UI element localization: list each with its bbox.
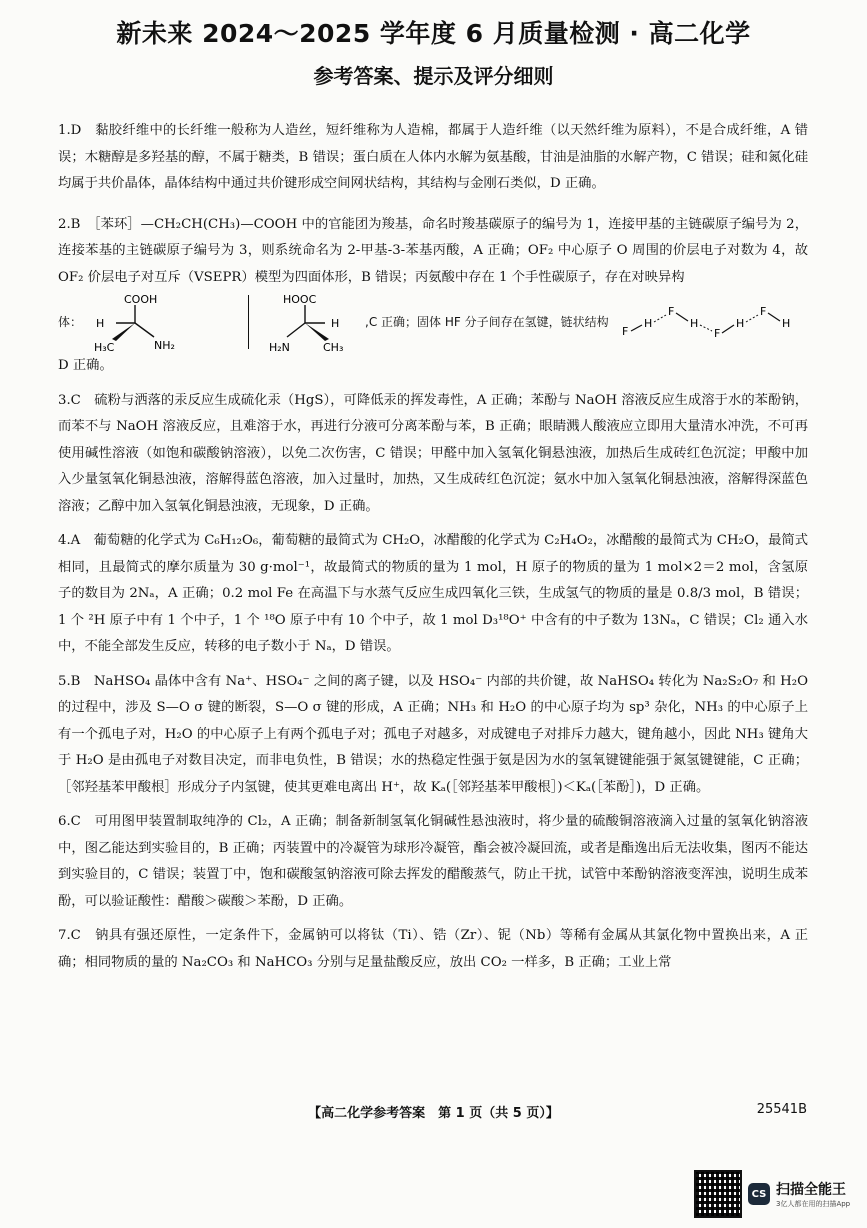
alanine-structure-right (257, 291, 357, 353)
answer-text: D 正确。 (58, 358, 113, 373)
answer-text: 7.C 钠具有强还原性，一定条件下，金属钠可以将钛（Ti）、锆（Zr）、铌（Nb）等稀有金属从其氯化物中置换出来，A 正确；相同物质的量的 Na₂CO₃ 和 NaHCO₃ 分别与足量盐酸反应，放出 CO₂ 一样多，B 正确；工业上常 (58, 928, 808, 970)
answer-text: 3.C 硫粉与洒落的汞反应生成硫化汞（HgS），可降低汞的挥发毒性，A 正确；苯酚与 NaOH 溶液反应生成溶于水的苯酚钠，而苯不与 NaOH 溶液反应，且难溶于水，再进行分液可分离苯酚与苯，B 正确；眼睛溅人酸液应立即用大量清水冲洗，不可再使用碱性溶液（如饱和碳酸钠溶液），以免二次伤害，C 错误；甲醛中加入氢氧化铜悬浊液，加热后生成砖红色沉淀；甲酸中加入少量氢氧化铜悬浊液，溶解得蓝色溶液，加入过量时，加热，又生成砖红色沉淀；氨水中加入氢氧化铜悬浊液，溶解得深蓝色溶液；乙醇中加入氢氧化铜悬浊液，无现象，D 正确。 (58, 392, 808, 514)
footer-page-label: 【高二化学参考答案 第 1 页（共 5 页）】 (308, 1106, 559, 1121)
cooh-label: COOH (124, 293, 158, 306)
enantiomer-figure (58, 291, 808, 353)
answer-item-5 (58, 669, 808, 802)
answer-text: 5.B NaHSO₄ 晶体中含有 Na⁺、HSO₄⁻ 之间的离子键，以及 HSO₄⁻ 内部的共价键，故 NaHSO₄ 转化为 Na₂S₂O₇ 和 H₂O 的过程中，涉及 S—O σ 键的断裂，S—O σ 键的形成，A 正确；NH₃ 和 H₂O 的中心原子均为 sp³ 杂化，NH₃ 的中心原子上有一个孤电子对，H₂O 的中心原子上有两个孤电子对；孤电子对越多，对成键电子对排斥力越大，键角越小，因此 NH₃ 键角大于 H₂O 是由孤电子对数目决定，而非电负性，B 错误；水的热稳定性强于氨是因为水的氢氧键键能强于氮氢键键能，C 正确；［邻羟基苯甲酸根］形成分子内氢键，使其更难电离出 H⁺，故 Kₐ(［邻羟基苯甲酸根］)＜Kₐ(［苯酚］)，D 正确。 (58, 673, 808, 795)
answer-item-1 (58, 118, 808, 198)
answer-text: 1.D 黏胶纤维中的长纤维一般称为人造丝，短纤维称为人造棉，都属于人造纤维（以天然纤维为原料），不是合成纤维，A 错误；木糖醇是多羟基的醇，不属于糖类，B 错误；蛋白质在人体内水解为氨基酸，甘油是油脂的水解产物，C 错误；硅和氮化硅均属于共价晶体，晶体结构中通过共价键形成空间网状结构，其结构与金刚石类似，D 正确。 (58, 123, 808, 191)
figure-prefix: 体： (58, 314, 83, 329)
svg-text:H: H (690, 317, 699, 330)
h-label: H (96, 317, 105, 330)
answer-item-2 (58, 212, 808, 380)
ch3-label: CH₃ (323, 341, 344, 353)
page-subtitle: 参考答案、提示及评分细则 (313, 64, 554, 88)
svg-text:H: H (736, 317, 745, 330)
qr-code-icon (694, 1170, 742, 1218)
hf-chain-structure (618, 291, 808, 353)
answer-item-7 (58, 923, 808, 976)
svg-text:H: H (782, 317, 791, 330)
svg-text:F: F (760, 305, 767, 318)
hooc-label: HOOC (283, 293, 317, 306)
svg-text:F: F (668, 305, 675, 318)
watermark-app-name: 扫描全能王 (776, 1182, 846, 1198)
svg-text:F: F (714, 327, 721, 340)
page-title: 新未来 2024～2025 学年度 6 月质量检测 · 高二化学 (116, 19, 751, 48)
footer-code: 25541B (756, 1102, 807, 1117)
answer-item-6 (58, 809, 808, 915)
h-label: H (331, 317, 340, 330)
svg-text:H: H (644, 317, 653, 330)
watermark-tagline: 3亿人都在用的扫描App (776, 1200, 851, 1208)
alanine-structure-left (90, 291, 240, 353)
answer-text: 6.C 可用图甲装置制取纯净的 Cl₂，A 正确；制备新制氢氧化铜碱性悬浊液时，将少量的硫酸铜溶液滴入过量的氢氧化钠溶液中，图乙能达到实验目的，B 正确；丙装置中的冷凝管为球形冷凝管，酯会被冷凝回流，或者是酯逸出后无法收集，图丙不能达到实验目的，C 错误；装置丁中，饱和碳酸氢钠溶液可除去挥发的醋酸蒸气，防止干扰，试管中苯酚钠溶液变浑浊，说明生成苯酚，可以验证酸性：醋酸＞碳酸＞苯酚，D 正确。 (58, 814, 808, 909)
mirror-line (248, 295, 249, 349)
answer-text: ,C 正确；固体 HF 分子间存在氢键，链状结构 (365, 314, 609, 329)
nh2-label: NH₂ (154, 339, 175, 352)
answer-text: 4.A 葡萄糖的化学式为 C₆H₁₂O₆，葡萄糖的最简式为 CH₂O，冰醋酸的化学式为 C₂H₄O₂，冰醋酸的最简式为 CH₂O，最简式相同，且最简式的摩尔质量为 30 g·mol⁻¹，故最简式的物质的量为 1 mol，H 原子的物质的量为 1 mol×2＝2 mol，含氢原子的数目为 2Nₐ，A 正确；0.2 mol Fe 在高温下与水蒸气反应生成四氧化三铁，生成氢气的物质的量是 0.8/3 mol，B 错误；1 个 ²H 原子中有 1 个中子，1 个 ¹⁸O 原子中有 10 个中子，故 1 mol D₃¹⁸O⁺ 中含有的中子数为 13Nₐ，C 错误；Cl₂ 通入水中，不能全部发生反应，转移的电子数小于 Nₐ，D 错误。 (58, 533, 808, 654)
answer-item-3 (58, 388, 808, 521)
camscanner-logo-icon: CS (748, 1183, 770, 1205)
h2n-label: H₂N (269, 341, 290, 353)
h3c-label: H₃C (94, 341, 115, 353)
answer-text: 2.B ［苯环］—CH₂CH(CH₃)—COOH 中的官能团为羧基，命名时羧基碳原子的编号为 1，连接甲基的主链碳原子编号为 2，连接苯基的主链碳原子编号为 3，则系统命名为 2-甲基-3-苯基丙酸，A 正确；OF₂ 中心原子 O 周围的价层电子对数为 4，故 OF₂ 价层电子对互斥（VSEPR）模型为四面体形，B 错误；丙氨酸中存在 1 个手性碳原子，存在对映异构 (58, 216, 808, 285)
answer-body (58, 118, 808, 976)
answer-item-4 (58, 528, 808, 661)
svg-text:F: F (622, 325, 629, 338)
scanner-watermark (694, 1170, 850, 1218)
